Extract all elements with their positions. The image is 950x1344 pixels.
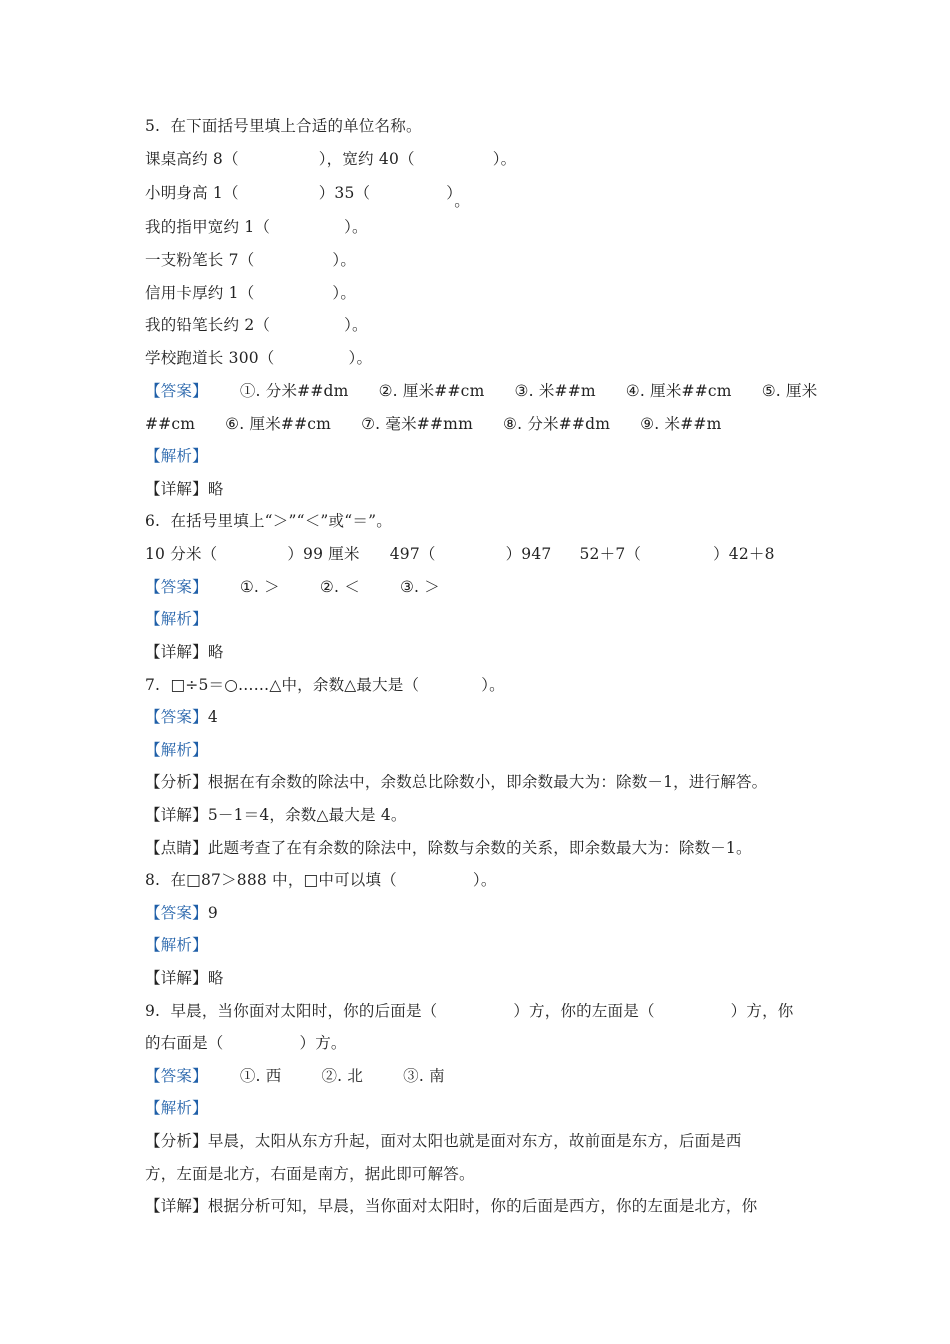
q7-detail: 【详解】5－1＝4，余数△最大是 4。 (145, 806, 407, 824)
q5-line-track: 学校跑道长 300（ ）。 (145, 349, 373, 367)
q7-dianjing: 【点睛】此题考查了在有余数的除法中，除数与余数的关系，即余数最大为：除数－1。 (145, 839, 752, 857)
q8-analysis-label: 【解析】 (145, 936, 208, 954)
q8-answer: 【答案】9 (145, 904, 218, 922)
q6-title: 6. 在括号里填上“＞”“＜”或“＝”。 (145, 512, 392, 530)
q5-line-desk: 课桌高约 8（ ），宽约 40（ ）。 (145, 150, 517, 168)
q5-title: 5. 在下面括号里填上合适的单位名称。 (145, 117, 422, 135)
q5-answer: 【答案】 ①. 分米##dm ②. 厘米##cm ③. 米##m ④. 厘米##cm ⑤. 厘米 (145, 382, 818, 400)
q6-analysis-label: 【解析】 (145, 610, 208, 628)
q5-line-chalk: 一支粉笔长 7（ ）。 (145, 251, 357, 269)
q5-line-card: 信用卡厚约 1（ ）。 (145, 284, 357, 302)
q8-detail: 【详解】略 (145, 969, 224, 987)
q5-detail: 【详解】略 (145, 480, 224, 498)
q6-compare-line: 10 分米（ ）99 厘米 497（ ）947 52＋7（ ）42＋8 (145, 545, 775, 563)
q7-title: 7. □÷5＝○……△中，余数△最大是（ ）。 (145, 676, 505, 694)
q9-fenxi-line1: 【分析】早晨，太阳从东方升起，面对太阳也就是面对东方，故前面是东方，后面是西 (145, 1132, 742, 1150)
q9-title-line2: 的右面是（ ）方。 (145, 1034, 347, 1052)
q9-fenxi-line2: 方，左面是北方，右面是南方，据此即可解答。 (145, 1165, 475, 1183)
q8-title: 8. 在□87＞888 中，□中可以填（ ）。 (145, 871, 497, 889)
q9-answer: 【答案】 ①. 西 ②. 北 ③. 南 (145, 1067, 445, 1085)
q9-title-line1: 9. 早晨，当你面对太阳时，你的后面是（ ）方，你的左面是（ ）方，你 (145, 1002, 794, 1020)
q9-analysis-label: 【解析】 (145, 1099, 208, 1117)
q6-detail: 【详解】略 (145, 643, 224, 661)
q5-answer-cont: ##cm ⑥. 厘米##cm ⑦. 毫米##mm ⑧. 分米##dm ⑨. 米##m (145, 415, 722, 433)
q5-line-nail: 我的指甲宽约 1（ ）。 (145, 218, 368, 236)
q5-line-height: 小明身高 1（ ）35（ ）。 (145, 184, 470, 210)
q7-answer: 【答案】4 (145, 708, 218, 726)
q9-detail: 【详解】根据分析可知，早晨，当你面对太阳时，你的后面是西方，你的左面是北方，你 (145, 1197, 758, 1215)
q7-fenxi: 【分析】根据在有余数的除法中，余数总比除数小，即余数最大为：除数－1，进行解答。 (145, 773, 768, 791)
q5-line-pencil: 我的铅笔长约 2（ ）。 (145, 316, 368, 334)
q7-analysis-label: 【解析】 (145, 741, 208, 759)
q5-analysis-label: 【解析】 (145, 447, 208, 465)
q6-answer: 【答案】 ①. ＞ ②. ＜ ③. ＞ (145, 578, 440, 596)
